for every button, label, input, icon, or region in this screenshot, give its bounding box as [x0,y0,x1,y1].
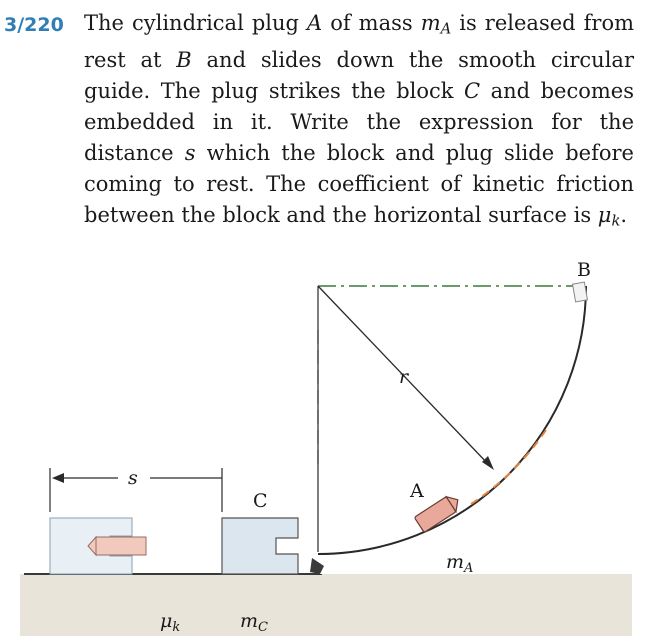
label-B: B [577,259,591,281]
embedded-plug [88,537,146,555]
problem-number: 3/220 [4,14,64,36]
label-mu-k: $\mu_k$ [160,610,181,635]
plug-at-B [573,282,588,302]
radius-arrowhead [482,456,494,470]
label-A: A [410,480,424,502]
dimension-arrowhead [52,473,64,483]
label-mA: $m_A$ [446,551,474,576]
label-s: s [128,467,138,489]
problem-text: The cylindrical plug A of mass $m_A$ is released from rest at B and slides down the smooth circular guide. The plug strikes the block C and becomes embedded in it. Write the expression for the distance s which the block and plug slide before coming to rest. The coefficient of kinetic friction between the block and the horizontal surface is $\mu_k$. [84,11,634,230]
label-mC: $m_C$ [240,610,268,635]
guide-region [318,286,632,574]
label-C: C [253,490,268,512]
block-C [222,518,298,574]
ground-surface [20,574,632,636]
label-r: r [399,366,409,388]
